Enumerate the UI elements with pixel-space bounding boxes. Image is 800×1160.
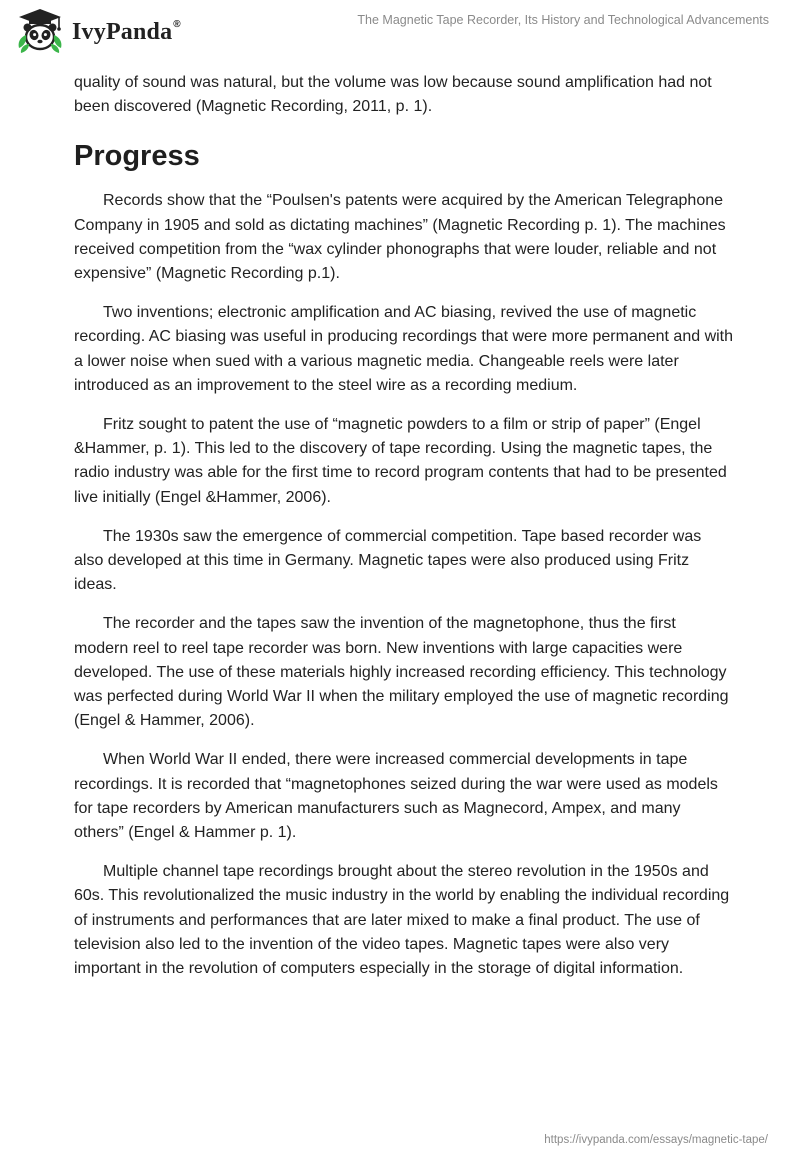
logo-wordmark — [72, 19, 181, 46]
paragraph-4: The 1930s saw the emergence of commercial competition. Tape based recorder was also developed at this time in Germany. Magnetic tapes were also produced using Fritz ideas. — [74, 527, 702, 594]
page-header — [0, 0, 800, 60]
source-url-link[interactable]: https://ivypanda.com/essays/magnetic-tape/ — [544, 1134, 768, 1146]
logo-text: IvyPanda — [72, 18, 173, 45]
article-body — [74, 71, 734, 981]
paragraph-5: The recorder and the tapes saw the invention of the magnetophone, thus the first modern reel to reel tape recorder was born. New inventions with large capacities were developed. The use of these materials highly increased recording efficiency. This technology was perfected during World War II when the military employed the use of magnetic recording (Engel & Hammer, 2006). — [74, 615, 729, 730]
registered-mark: ® — [173, 18, 181, 30]
intro-paragraph: quality of sound was natural, but the volume was low because sound amplification had not been discovered (Magnetic Recording, 2011, p. 1). — [74, 74, 712, 116]
paragraph-6: When World War II ended, there were increased commercial developments in tape recordings. It is recorded that “magnetophones seized during the war were used as models for tape recorders by American manufacturers such as Magnecord, Ampex, and many others” (Engel & Hammer p. 1). — [74, 751, 718, 842]
document-title: The Magnetic Tape Recorder, Its History and Technological Advancements — [357, 13, 769, 27]
panda-graduate-logo-icon — [15, 6, 65, 56]
section-heading: Progress — [74, 140, 200, 173]
ivypanda-logo[interactable] — [15, 6, 181, 56]
paragraph-2: Two inventions; electronic amplification and AC biasing, revived the use of magnetic recording. AC biasing was useful in producing recordings that were more permanent and with a lower noise when sued with a various magnetic media. Changeable reels were later introduced as an improvement to the steel wire as a recording medium. — [74, 304, 734, 394]
paragraph-3: Fritz sought to patent the use of “magnetic powders to a film or strip of paper” (Engel &Hammer, p. 1). This led to the discovery of tape recording. Using the magnetic tapes, the radio industry was able for the first time to record program contents that had to be presented live initially (Engel &Hammer, 2006). — [74, 416, 727, 506]
paragraph-1: Records show that the “Poulsen's patents were acquired by the American Telegraphone Company in 1905 and sold as dictating machines” (Magnetic Recording p. 1). The machines received competition from the “wax cylinder phonographs that were louder, reliable and not expensive” (Magnetic Recording p.1). — [74, 192, 726, 283]
paragraph-7: Multiple channel tape recordings brought about the stereo revolution in the 1950s and 60s. This revolutionalized the music industry in the world by enabling the individual recording of instruments and performances that are later mixed to make a final product. The use of television also led to the invention of the video tapes. Magnetic tapes were also very important in the revolution of computers especially in the storage of digital information. — [74, 863, 730, 978]
